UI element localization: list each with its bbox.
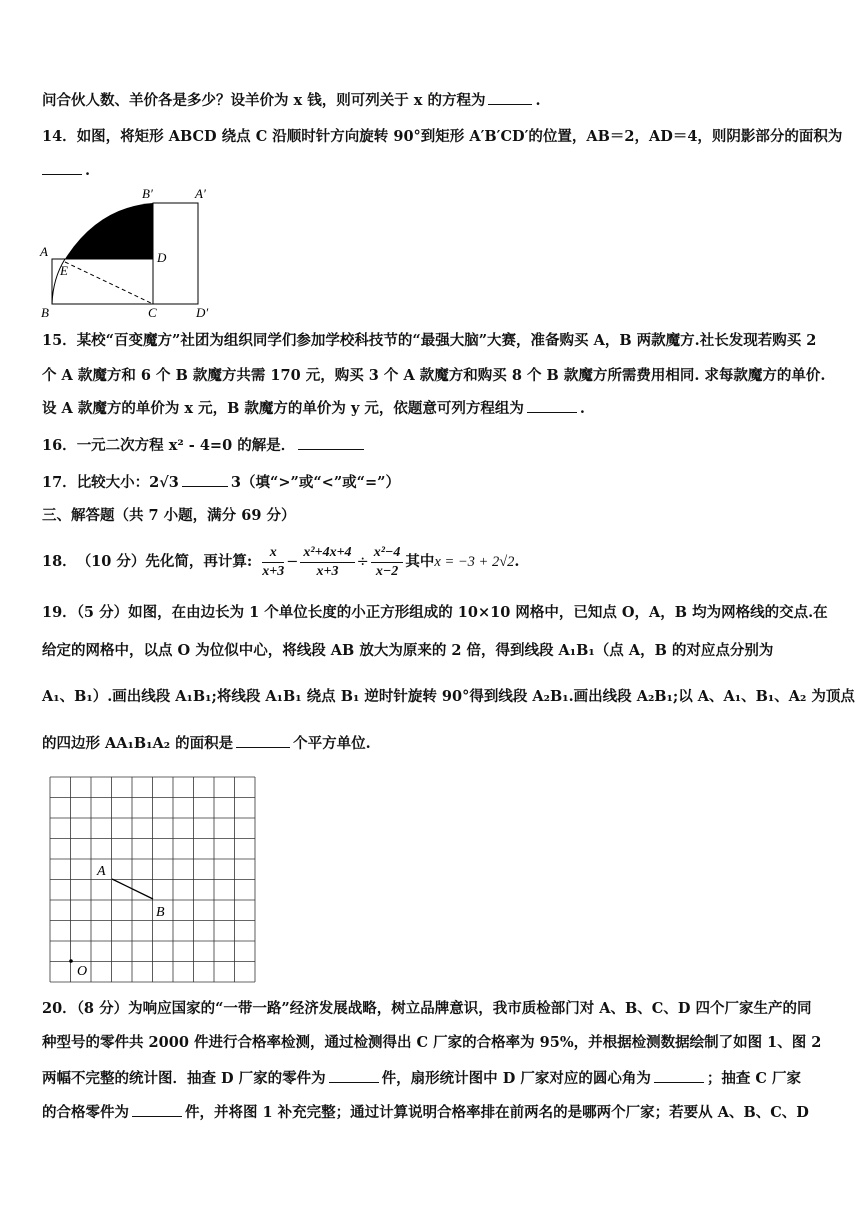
q13-answer-blank[interactable]	[488, 90, 532, 105]
q15-line2	[42, 366, 838, 386]
q16-number: 16．	[42, 437, 77, 454]
q13-line	[42, 90, 838, 111]
q19-answer-blank[interactable]	[236, 733, 290, 748]
q18-fraction-3: $\frac{\text{x²−4}}{x-2}$	[371, 544, 404, 581]
q14-label-a: A	[40, 244, 48, 259]
q16-text: 一元二次方程 x² - 4=0 的解是．	[76, 437, 296, 454]
q18-divide: ÷	[356, 554, 369, 570]
q20-text-4a: 的合格零件为	[42, 1104, 129, 1121]
q17-number: 17．	[42, 474, 77, 491]
q20-text-4b: 件，并将图 1 补充完整；通过计算说明合格率排在前两名的是哪两个厂家；若要从 A、B、C、D	[185, 1104, 809, 1121]
q19-text-4a: 的四边形 AA₁B₁A₂ 的面积是	[42, 735, 234, 752]
q14-label-b1: B′	[142, 186, 153, 201]
q14-period: .	[85, 162, 91, 179]
q20-text-3c: ；抽查 C 厂家	[706, 1070, 801, 1087]
q19-label-a: A	[97, 864, 106, 879]
q18-prefix: （10 分）先化简，再计算:	[76, 553, 253, 570]
q19-line3	[42, 687, 855, 707]
q15-text-3: 设 A 款魔方的单价为 x 元，B 款魔方的单价为 y 元，依题意可列方程组为	[42, 400, 524, 417]
q20-blank-c-qualified[interactable]	[132, 1102, 182, 1117]
q15-line3	[42, 398, 838, 419]
q19-text-4b: 个平方单位.	[293, 735, 371, 752]
q20-blank-angle[interactable]	[654, 1068, 704, 1083]
q18-number: 18．	[42, 553, 77, 570]
q20-text-3b: 件，扇形统计图中 D 厂家对应的圆心角为	[381, 1070, 651, 1087]
q15-number: 15．	[42, 332, 77, 349]
q15-text-2: 个 A 款魔方和 6 个 B 款魔方共需 170 元，购买 3 个 A 款魔方和购买 8 个 B 款魔方所需费用相同. 求每款魔方的单价.	[42, 367, 826, 384]
q17-text-b: 3（填“>”或“<”或“=”）	[230, 474, 400, 491]
q20-blank-d-count[interactable]	[329, 1068, 379, 1083]
q18-period: .	[514, 553, 520, 570]
q17-line	[42, 472, 838, 493]
q14-figure	[38, 182, 218, 320]
q14-shaded-region	[65, 203, 153, 259]
q20-text-1: （8 分）为响应国家的“一带一路”经济发展战略，树立品牌意识，我市质检部门对 A、B、C、D 四个厂家生产的同	[76, 1000, 812, 1017]
q20-line4	[42, 1102, 838, 1123]
q19-label-o: O	[77, 964, 88, 979]
q13-period: .	[535, 92, 541, 109]
q14-dashed-ec	[65, 262, 153, 304]
q14-line2	[42, 160, 838, 181]
q17-text-a: 比较大小：2√3	[76, 474, 179, 491]
q20-text-2: 种型号的零件共 2000 件进行合格率检测，通过检测得出 C 厂家的合格率为 95%，并根据检测数据绘制了如图 1、图 2	[42, 1034, 822, 1051]
q18-where: 其中	[405, 553, 435, 570]
q15-text-1: 某校“百变魔方”社团为组织同学们参加学校科技节的“最强大脑”大赛，准备购买 A，B 两款魔方.社长发现若购买 2	[76, 332, 817, 349]
q20-line3	[42, 1068, 838, 1089]
q14-number: 14．	[42, 128, 77, 145]
q14-label-d1: D′	[196, 305, 209, 320]
q19-text-1: （5 分）如图，在由边长为 1 个单位长度的小正方形组成的 10×10 网格中，已知点 O，A，B 均为网格线的交点.在	[76, 604, 828, 621]
q15-answer-blank[interactable]	[527, 398, 577, 413]
section-3-heading: 三、解答题（共 7 小题，满分 69 分）	[42, 507, 296, 524]
q18-fraction-1: $\frac{x}{x+3}$	[262, 544, 285, 579]
q15-period: .	[579, 400, 585, 417]
q20-line1	[42, 999, 838, 1019]
q17-answer-blank[interactable]	[182, 472, 228, 487]
q14-line	[42, 127, 843, 147]
q18-fraction-2: $\frac{\text{x²+4x+4}}{x+3}$	[300, 544, 354, 581]
q14-label-a1: A′	[195, 186, 206, 201]
q14-label-d: D	[157, 250, 167, 265]
q14-label-c: C	[148, 305, 157, 320]
q18-minus: −	[286, 554, 299, 570]
q20-line2	[42, 1033, 838, 1053]
q19-point-o	[69, 959, 73, 963]
q19-line2	[42, 641, 838, 661]
q16-answer-blank[interactable]	[298, 435, 364, 450]
q14-label-e: E	[60, 263, 68, 278]
q20-number: 20．	[42, 1000, 77, 1017]
q16-line	[42, 435, 838, 456]
q19-segment-ab	[112, 879, 153, 899]
q13-text: 问合伙人数、羊价各是多少？设羊价为 x 钱，则可列关于 x 的方程为	[42, 92, 486, 109]
q14-label-b: B	[41, 305, 49, 320]
q19-grid	[50, 777, 255, 982]
q18-condition: x = −3 + 2√2	[434, 554, 515, 570]
q15-line1	[42, 331, 838, 351]
q19-text-3: A₁、B₁）.画出线段 A₁B₁;将线段 A₁B₁ 绕点 B₁ 逆时针旋转 90°得到线段 A₂B₁.画出线段 A₂B₁;以 A、A₁、B₁、A₂ 为顶点	[42, 688, 855, 705]
q14-answer-blank[interactable]	[42, 160, 82, 175]
q19-number: 19．	[42, 604, 77, 621]
q19-label-b: B	[156, 905, 165, 920]
q19-line4	[42, 733, 838, 754]
q19-grid-figure	[46, 775, 260, 985]
q14-text: 如图，将矩形 ABCD 绕点 C 沿顺时针方向旋转 90°到矩形 A′B′CD′的位置，AB＝2，AD＝4，则阴影部分的面积为	[76, 128, 843, 145]
q19-text-2: 给定的网格中，以点 O 为位似中心，将线段 AB 放大为原来的 2 倍，得到线段 A₁B₁（点 A，B 的对应点分别为	[42, 642, 774, 659]
q19-line1	[42, 603, 838, 623]
q20-text-3a: 两幅不完整的统计图．抽查 D 厂家的零件为	[42, 1070, 326, 1087]
q18-line	[42, 540, 838, 584]
